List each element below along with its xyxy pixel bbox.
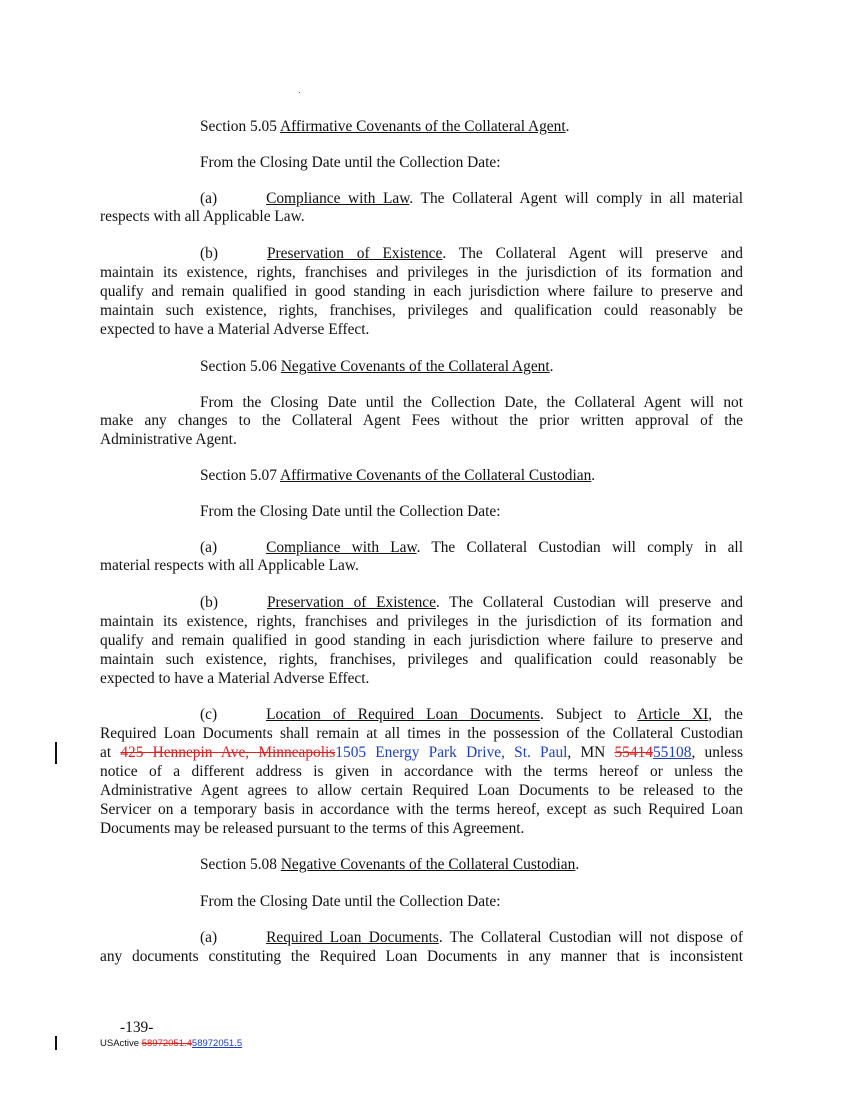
s505-b-line-3: qualify and remain qualified in good standing in each jurisdiction where failure to preserve and: [100, 283, 743, 300]
s508-a-line-1: (a) Required Loan Documents. The Collateral Custodian will not dispose of: [200, 929, 743, 946]
s507-b-heading: Preservation of Existence: [266, 594, 436, 611]
s507-b-line-3: qualify and remain qualified in good standing in each jurisdiction where failure to preserve and: [100, 632, 743, 649]
s507-a-line-1: (a) Compliance with Law. The Collateral Custodian will comply in all: [200, 539, 743, 556]
section-5-08-intro: From the Closing Date until the Collection Date:: [200, 893, 501, 910]
s505-b-line-5: expected to have a Material Adverse Effect.: [100, 321, 370, 338]
inserted-address: 1505 Energy Park Drive, St. Paul: [335, 744, 568, 761]
document-id-footer: USActive 58972051.458972051.5: [100, 1038, 243, 1049]
change-bar: [55, 742, 57, 764]
s507-a-line-2: material respects with all Applicable Law.: [100, 557, 359, 574]
s505-a-line-2: respects with all Applicable Law.: [100, 208, 305, 225]
section-5-06-heading: Section 5.06 Negative Covenants of the Collateral Agent.: [200, 358, 554, 375]
section-5-07-title: Affirmative Covenants of the Collateral Custodian: [279, 467, 592, 484]
section-5-07-intro: From the Closing Date until the Collection Date:: [200, 503, 501, 520]
stray-mark: [299, 92, 300, 93]
s505-a-line-1: (a) Compliance with Law. The Collateral Agent will comply in all material: [200, 190, 743, 207]
article-xi-reference: Article XI: [637, 706, 709, 723]
s506-line-1: From the Closing Date until the Collection Date, the Collateral Agent will not: [200, 394, 743, 411]
s507-b-line-2: maintain its existence, rights, franchises and privileges in the jurisdiction of its formation and: [100, 613, 743, 630]
s507-c-line-3: at 425 Hennepin Ave, Minneapolis1505 Energy Park Drive, St. Paul, MN 5541455108, unless: [100, 744, 743, 761]
s505-b-line-4: maintain such existence, rights, franchises, privileges and qualification could reasonably be: [100, 302, 743, 319]
s507-c-line-2: Required Loan Documents shall remain at all times in the possession of the Collateral Custodian: [100, 725, 743, 742]
s507-b-line-4: maintain such existence, rights, franchises, privileges and qualification could reasonably be: [100, 651, 743, 668]
s505-a-heading: Compliance with Law: [266, 190, 410, 207]
deleted-doc-id: 58972051.4: [141, 1038, 192, 1049]
section-5-05-heading: Section 5.05 Affirmative Covenants of the Collateral Agent.: [200, 118, 570, 135]
section-5-05-intro: From the Closing Date until the Collection Date:: [200, 154, 501, 171]
s505-b-heading: Preservation of Existence: [266, 245, 443, 262]
inserted-doc-id: 58972051.5: [191, 1038, 243, 1049]
s508-a-line-2: any documents constituting the Required Loan Documents in any manner that is inconsistent: [100, 948, 743, 965]
s507-c-line-7: Documents may be released pursuant to the terms of this Agreement.: [100, 820, 525, 837]
section-5-06-title: Negative Covenants of the Collateral Agent: [280, 358, 550, 375]
section-5-05-title: Affirmative Covenants of the Collateral Agent: [279, 118, 566, 135]
footer-change-bar: [55, 1036, 57, 1050]
s507-c-line-5: Administrative Agent agrees to allow certain Required Loan Documents to be released to the: [100, 782, 743, 799]
s507-c-line-4: notice of a different address is given in accordance with the terms hereof or unless the: [100, 763, 743, 780]
s505-b-line-1: (b) Preservation of Existence. The Collateral Agent will preserve and: [200, 245, 743, 262]
section-5-08-title: Negative Covenants of the Collateral Custodian: [280, 856, 576, 873]
s506-line-3: Administrative Agent.: [100, 431, 237, 448]
s507-c-line-6: Servicer on a temporary basis in accordance with the terms hereof, except as such Required Loan: [100, 801, 743, 818]
deleted-address: 425 Hennepin Ave, Minneapolis: [120, 744, 336, 761]
page-number: -139-: [120, 1019, 154, 1036]
s506-line-2: make any changes to the Collateral Agent Fees without the prior written approval of the: [100, 412, 743, 429]
section-5-07-heading: Section 5.07 Affirmative Covenants of the Collateral Custodian.: [200, 467, 596, 484]
s507-c-heading: Location of Required Loan Documents: [266, 706, 540, 723]
s507-a-heading: Compliance with Law: [266, 539, 417, 556]
section-5-08-heading: Section 5.08 Negative Covenants of the Collateral Custodian.: [200, 856, 580, 873]
inserted-zip: 55108: [652, 744, 692, 761]
s507-b-line-1: (b) Preservation of Existence. The Collateral Custodian will preserve and: [200, 594, 743, 611]
s508-a-heading: Required Loan Documents: [266, 929, 439, 946]
s507-b-line-5: expected to have a Material Adverse Effect.: [100, 670, 370, 687]
s505-b-line-2: maintain its existence, rights, franchises and privileges in the jurisdiction of its formation and: [100, 264, 743, 281]
deleted-zip: 55414: [614, 744, 653, 761]
s507-c-line-1: (c) Location of Required Loan Documents. Subject to Article XI, the: [200, 706, 743, 723]
